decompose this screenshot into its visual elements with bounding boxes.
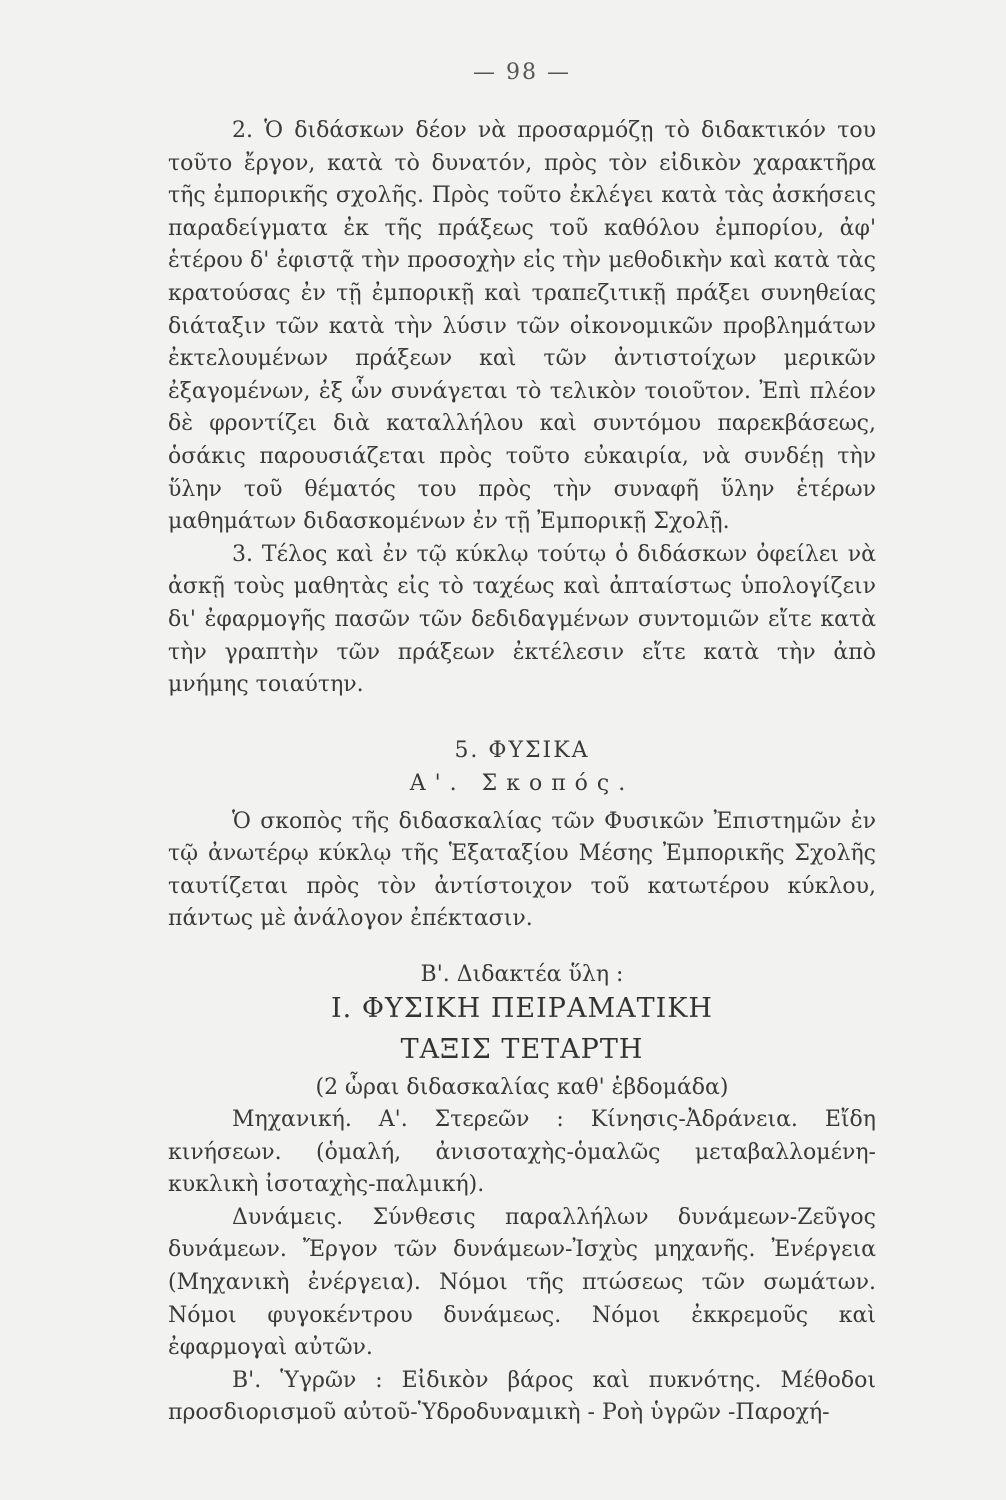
- paragraph-2: 2. Ὁ διδάσκων δέον νὰ προσαρμόζῃ τὸ διδακτικόν του τοῦτο ἔργον, κατὰ τὸ δυνατόν, πρὸς τὸν εἰδικὸν χαρακτῆρα τῆς ἐμπορικῆς σχολῆς. Πρὸς τοῦτο ἐκλέγει κατὰ τὰς ἀσκήσεις παραδείγματα ἐκ τῆς πράξεως τοῦ καθόλου ἐμπορίου, ἀφ' ἑτέρου δ' ἐφιστᾷ τὴν προσοχὴν εἰς τὴν μεθοδικὴν καὶ κατὰ τὰς κρατούσας ἐν τῇ ἐμπορικῇ καὶ τραπεζιτικῇ πράξει συνηθείας διάταξιν τῶν κατὰ τὴν λύσιν τῶν οἰκονομικῶν προβλημάτων ἐκτελουμένων πράξεων καὶ τῶν ἀντιστοίχων μερικῶν ἐξαγομένων, ἐξ ὧν συνάγεται τὸ τελικὸν τοιοῦτον. Ἐπὶ πλέον δὲ φροντίζει διὰ καταλλήλου καὶ συντόμου παρεκβάσεως, ὁσάκις παρουσιάζεται πρὸς τοῦτο εὐκαιρία, νὰ συνδέῃ τὴν ὕλην τοῦ θέματός του πρὸς τὴν συναφῆ ὕλην ἑτέρων μαθημάτων διδασκομένων ἐν τῇ Ἐμπορικῇ Σχολῇ.: [168, 118, 876, 535]
- title-main: Ι. ΦΥΣΙΚΗ ΠΕΙΡΑΜΑΤΙΚΗ: [331, 993, 713, 1025]
- hours-note: (2 ὧραι διδασκαλίας καθ' ἑβδομάδα): [315, 1075, 729, 1101]
- subhead-curriculum: Β'. Διδακτέα ὕλη :: [420, 962, 624, 988]
- page-number: — 98 —: [473, 60, 571, 85]
- paragraph-forces: Δυνάμεις. Σύνθεσις παραλλήλων δυνάμεων-Ζεῦγος δυνάμεων. Ἔργον τῶν δυνάμεων-Ἰσχὺς μηχανῆς. Ἐνέργεια (Μηχανικὴ ἐνέργεια). Νόμοι τῆς πτώσεως τῶν σωμάτων. Νόμοι φυγοκέντρου δυνάμεως. Νόμοι ἐκκρεμοῦς καὶ ἐφαρμογαὶ αὐτῶν.: [168, 1204, 876, 1361]
- paragraph-mechanics: Μηχανική. Α'. Στερεῶν : Κίνησις-Ἀδράνεια. Εἴδη κινήσεων. (ὁμαλή, ἀνισοταχὴς-ὁμαλῶς μεταβαλλομένη- κυκλικὴ ἰσοταχὴς-παλμική).: [168, 1107, 876, 1198]
- paragraph-fluids: Β'. Ὑγρῶν : Εἰδικὸν βάρος καὶ πυκνότης. Μέθοδοι προσδιορισμοῦ αὐτοῦ-Ὑδροδυναμικὴ - Ροὴ ὑγρῶν -Παροχή-: [168, 1367, 876, 1426]
- subhead-aim: Α'. Σκοπός.: [409, 770, 635, 796]
- paragraph-3: 3. Τέλος καὶ ἐν τῷ κύκλῳ τούτῳ ὁ διδάσκων ὀφείλει νὰ ἀσκῇ τοὺς μαθητὰς εἰς τὸ ταχέως καὶ ἀπταίστως ὑπολογίζειν δι' ἐφαρμογῆς πασῶν τῶν δεδιδαγμένων συντομιῶν εἴτε κατὰ τὴν γραπτὴν τῶν πράξεων ἐκτέλεσιν εἴτε κατὰ τὴν ἀπὸ μνήμης τοιαύτην.: [168, 541, 876, 698]
- title-class: ΤΑΞΙΣ ΤΕΤΑΡΤΗ: [400, 1034, 644, 1066]
- section-title: 5. ΦΥΣΙΚΑ: [454, 737, 590, 763]
- paragraph-aim: Ὁ σκοπὸς τῆς διδασκαλίας τῶν Φυσικῶν Ἐπιστημῶν ἐν τῷ ἀνωτέρῳ κύκλῳ τῆς Ἑξαταξίου Μέσης Ἐμπορικῆς Σχολῆς ταυτίζεται πρὸς τὸν ἀντίστοιχον τοῦ κατωτέρου κύκλου, πάντως μὲ ἀνάλογον ἐπέκτασιν.: [168, 808, 876, 932]
